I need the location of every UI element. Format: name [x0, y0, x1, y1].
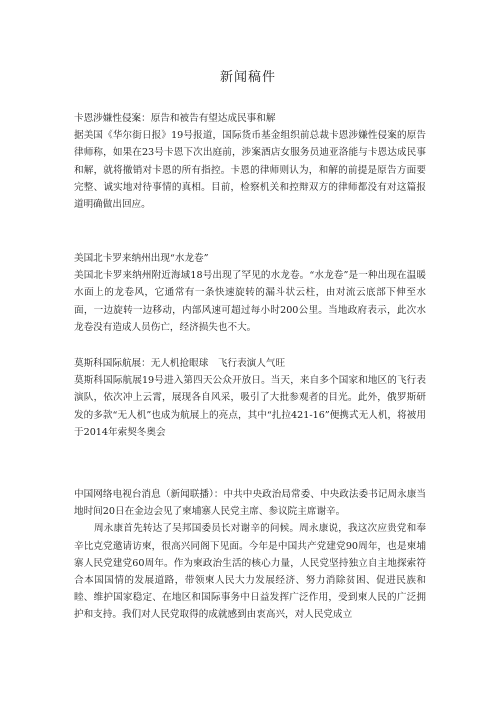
- document-title: 新闻稿件: [219, 70, 276, 85]
- article-moscow-airshow: [74, 355, 426, 441]
- article-headline: 中国网络电视台消息（新闻联播）：中共中央政治局常委、中央政法委书记周永康当地时间20日在金边会见了柬埔寨人民党主席、参议院主席谢辛。: [74, 489, 426, 518]
- article-body: 莫斯科国际航展19号进入第四天公众开放日。当天，来自多个国家和地区的飞行表演队，依次冲上云霄，展现各自风采，吸引了大批参观者的目光。此外，俄罗斯研发的多款“无人机”也成为航展上的亮点，其中“扎拉421-16”便携式无人机，将被用于2014年索契冬奥会: [74, 375, 426, 438]
- article-waterspout: [74, 250, 426, 336]
- article-body: 周永康首先转达了吴邦国委员长对谢辛的问候。周永康说，我这次应贵党和奉辛比克党邀请访柬，很高兴同阁下见面。今年是中国共产党建党90周年，也是柬埔寨人民党建党60周年。作为柬政治生活的核心力量，人民党坚持独立自主地探索符合本国国情的发展道路，带领柬人民大力发展经济、努力消除贫困、促进民族和睦、维护国家稳定、在地区和国际事务中日益发挥广泛作用，受到柬人民的广泛拥护和支持。我们对人民党取得的成就感到由衷高兴，对人民党成立: [74, 523, 426, 621]
- article-headline: 美国北卡罗来纳州出现“水龙卷”: [74, 253, 209, 264]
- article-kahn: [74, 110, 426, 213]
- article-headline: 莫斯科国际航展：无人机抢眼球 飞行表演人气旺: [74, 358, 286, 369]
- article-zhou-yongkang: [74, 486, 426, 624]
- article-body: 据美国《华尔街日报》19号报道，国际货币基金组织前总裁卡恩涉嫌性侵案的原告律师称，如果在23号卡恩下次出庭前，涉案酒店女服务员迪亚洛能与卡恩达成民事和解，就将撤销对卡恩的所有指控。卡恩的律师则认为，和解的前提是原告方面要完整、诚实地对待事情的真相。目前，检察机关和控辩双方的律师都没有对这篇报道明确做出回应。: [74, 130, 426, 211]
- article-headline: 卡恩涉嫌性侵案：原告和被告有望达成民事和解: [74, 113, 276, 124]
- article-body: 美国北卡罗来纳州附近海域18号出现了罕见的水龙卷。“水龙卷”是一种出现在温暖水面上的龙卷风，它通常有一条快速旋转的漏斗状云柱，由对流云底部下伸至水面，一边旋转一边移动，内部风速可超过每小时200公里。当地政府表示，此次水龙卷没有造成人员伤亡，经济损失也不大。: [74, 270, 426, 333]
